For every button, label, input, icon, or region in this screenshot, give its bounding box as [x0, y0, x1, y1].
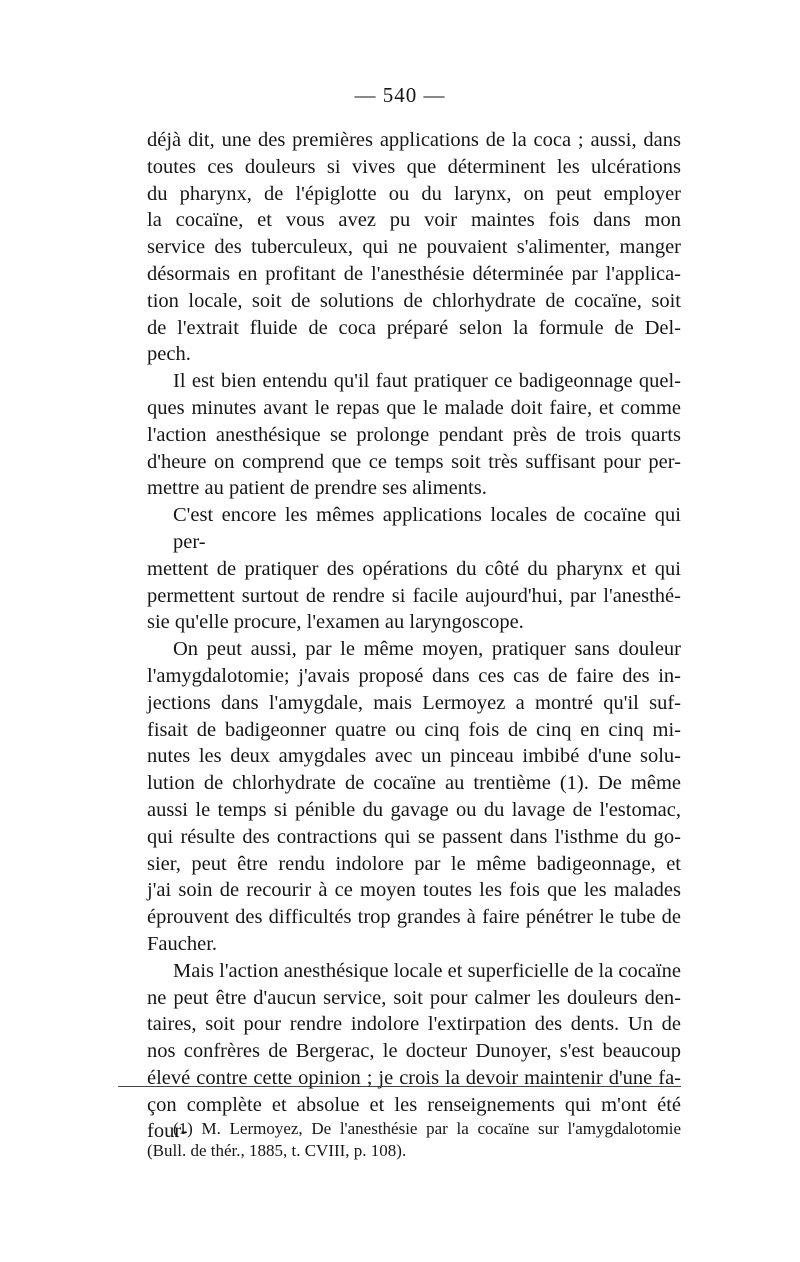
text-line: tion locale, soit de solutions de chlorhydrate de cocaïne, soit [147, 289, 681, 312]
text-line: de l'extrait fluide de coca préparé selon la formule de Del- [147, 316, 681, 339]
text-line: d'heure on comprend que ce temps soit très suffisant pour per- [147, 450, 681, 473]
text-line: toutes ces douleurs si vives que déterminent les ulcérations [147, 155, 681, 178]
text-line: mettre au patient de prendre ses aliments. [147, 477, 487, 500]
text-line: fisait de badigeonner quatre ou cinq fois de cinq en cinq mi- [147, 718, 681, 741]
text-line: Mais l'action anesthésique locale et superficielle de la cocaïne [173, 959, 681, 982]
text-line: mettent de pratiquer des opérations du côté du pharynx et qui [147, 557, 681, 580]
text-line: j'ai soin de recourir à ce moyen toutes les fois que les malades [147, 879, 681, 902]
footnote-divider [118, 1086, 681, 1087]
body-text [147, 127, 681, 1145]
text-line: désormais en profitant de l'anesthésie déterminée par l'applica- [147, 262, 681, 285]
footnote [147, 1118, 681, 1162]
paragraph-2 [147, 368, 681, 502]
paragraph-4 [147, 636, 681, 958]
text-line: la cocaïne, et vous avez pu voir maintes fois dans mon [147, 209, 681, 232]
text-line: lution de chlorhydrate de cocaïne au trentième (1). De même [147, 772, 681, 795]
text-line: déjà dit, une des premières applications de la coca ; aussi, dans [147, 129, 681, 151]
page-number: — 540 — [354, 83, 446, 107]
text-line: nos confrères de Bergerac, le docteur Dunoyer, s'est beaucoup [147, 1040, 681, 1063]
text-line: du pharynx, de l'épiglotte ou du larynx, on peut employer [147, 182, 681, 205]
text-line: ques minutes avant le repas que le malade doit faire, et comme [147, 396, 681, 419]
text-line: On peut aussi, par le même moyen, pratiquer sans douleur [173, 638, 681, 661]
text-line: sie qu'elle procure, l'examen au laryngoscope. [147, 611, 524, 634]
paragraph-3 [147, 502, 681, 636]
text-line: pech. [147, 343, 191, 366]
text-line: service des tuberculeux, qui ne pouvaient s'alimenter, manger [147, 236, 681, 259]
text-line: ne peut être d'aucun service, soit pour calmer les douleurs den- [147, 986, 681, 1009]
text-line: taires, soit pour rendre indolore l'extirpation des dents. Un de [147, 1013, 681, 1036]
text-line: C'est encore les mêmes applications locales de cocaïne qui per- [173, 504, 681, 553]
text-line: çon complète et absolue et les renseignements qui m'ont été four- [147, 1093, 681, 1143]
text-line: sier, peut être rendu indolore par le même badigeonnage, et [147, 852, 681, 875]
text-line: l'amygdalotomie; j'avais proposé dans ces cas de faire des in- [147, 664, 681, 687]
text-line: éprouvent des difficultés trop grandes à faire pénétrer le tube de [147, 906, 681, 929]
text-line: Faucher. [147, 932, 218, 955]
text-line: aussi le temps si pénible du gavage ou du lavage de l'estomac, [147, 798, 681, 821]
footnote-line: (Bull. de thér., 1885, t. CVIII, p. 108). [147, 1141, 407, 1160]
text-line: permettent surtout de rendre si facile aujourd'hui, par l'anesthé- [147, 584, 681, 607]
text-line: nutes les deux amygdales avec un pinceau imbibé d'une solu- [147, 745, 681, 768]
paragraph-1 [147, 127, 681, 368]
footnote-line: (1) M. Lermoyez, De l'anesthésie par la cocaïne sur l'amygdalotomie [173, 1119, 681, 1138]
text-line: Il est bien entendu qu'il faut pratiquer ce badigeonnage quel- [173, 370, 681, 393]
text-line: qui résulte des contractions qui se passent dans l'isthme du go- [147, 825, 681, 848]
text-line: jections dans l'amygdale, mais Lermoyez a montré qu'il suf- [147, 691, 681, 714]
text-line: élevé contre cette opinion ; je crois la devoir maintenir d'une fa- [147, 1066, 681, 1089]
text-line: l'action anesthésique se prolonge pendant près de trois quarts [147, 423, 681, 446]
